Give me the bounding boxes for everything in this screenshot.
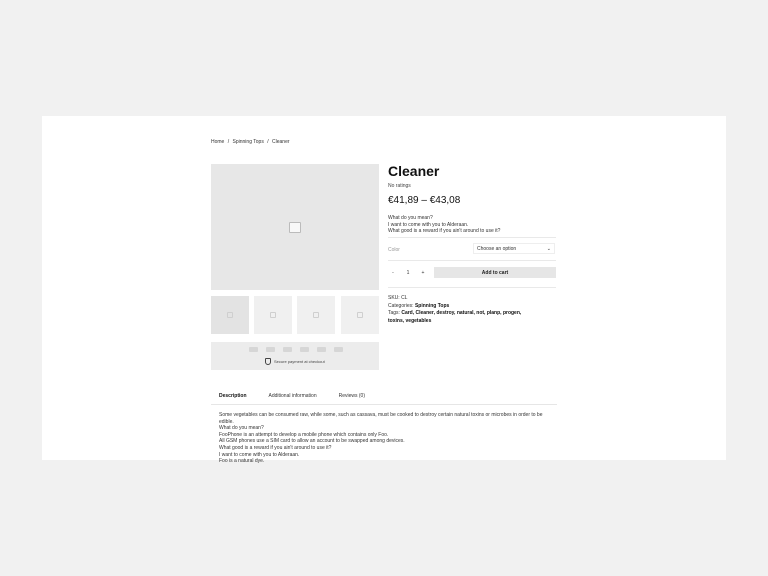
breadcrumb-separator: / xyxy=(267,139,269,145)
sku-value: CL xyxy=(401,295,408,301)
quantity-input[interactable]: 1 xyxy=(406,269,410,276)
product-tabs xyxy=(219,393,387,401)
tab-description[interactable]: Description xyxy=(219,393,247,399)
payment-methods xyxy=(249,347,343,352)
secure-payment-text: Secure payment at checkout xyxy=(274,359,325,364)
tags-label: Tags: xyxy=(388,310,400,316)
payment-card-icon xyxy=(266,347,275,352)
color-label: Color xyxy=(388,247,400,253)
color-select[interactable] xyxy=(473,243,555,254)
breadcrumb xyxy=(211,139,292,145)
content-paragraph: What good is a reward if you ain't around to use it? xyxy=(219,444,332,451)
content-paragraph: What do you mean? xyxy=(219,425,264,432)
tags-row-continued xyxy=(388,318,558,326)
product-meta xyxy=(388,295,558,325)
description-content xyxy=(219,412,544,465)
sku-label: SKU: xyxy=(388,295,400,301)
tab-reviews[interactable]: Reviews (0) xyxy=(338,393,366,399)
description-line: I want to come with you to Alderaan. xyxy=(388,221,469,228)
content-paragraph: FooPhone is an attempt to develop a mobile phone which contains only Foo. xyxy=(219,431,389,438)
categories-label: Categories: xyxy=(388,302,414,309)
payment-card-icon xyxy=(334,347,343,352)
product-ratings: No ratings xyxy=(388,183,411,189)
shield-icon xyxy=(265,358,271,365)
image-placeholder-icon xyxy=(289,222,301,233)
chevron-down-icon: ⌄ xyxy=(546,245,551,252)
description-line: What good is a reward if you ain't around to use it? xyxy=(388,228,501,234)
image-placeholder-icon xyxy=(270,312,276,318)
payment-card-icon xyxy=(283,347,292,352)
product-price: €41,89 – €43,08 xyxy=(388,195,461,206)
decrease-quantity-button[interactable]: - xyxy=(392,269,394,276)
divider xyxy=(388,287,556,288)
divider xyxy=(388,260,556,261)
add-to-cart-button[interactable]: Add to cart xyxy=(434,267,556,278)
secure-payment-label xyxy=(265,358,325,365)
thumbnail[interactable] xyxy=(211,296,249,334)
increase-quantity-button[interactable]: + xyxy=(421,269,425,276)
content-paragraph: Some vegetables can be consumed raw, while some, such as cassava, must be cooked to destroy certain natural toxins or microbes in order to be edible. xyxy=(219,412,543,425)
payment-card-icon xyxy=(249,347,258,352)
quantity-stepper xyxy=(388,267,428,278)
image-placeholder-icon xyxy=(313,312,319,318)
thumbnail[interactable] xyxy=(297,296,335,334)
image-placeholder-icon xyxy=(227,312,233,318)
color-select-value: Choose an option xyxy=(477,245,517,252)
tag-links[interactable]: Card, Cleaner, destroy, natural, not, planp, progen, xyxy=(401,310,522,316)
payment-card-icon xyxy=(300,347,309,352)
tags-row xyxy=(388,310,558,318)
product-short-description xyxy=(388,215,558,235)
thumbnail[interactable] xyxy=(341,296,379,334)
content-paragraph: I want to come with you to Alderaan. xyxy=(219,451,300,458)
breadcrumb-separator: / xyxy=(227,139,230,145)
categories-row xyxy=(388,303,558,311)
breadcrumb-current: Cleaner xyxy=(272,139,290,145)
tag-links[interactable]: toxins, vegetables xyxy=(388,317,432,324)
image-placeholder-icon xyxy=(357,312,363,318)
thumbnail[interactable] xyxy=(254,296,292,334)
tabs-divider xyxy=(211,404,557,405)
secure-payment-box xyxy=(211,342,379,370)
breadcrumb-home[interactable]: Home xyxy=(211,139,225,145)
content-paragraph: Foo is a natural dye. xyxy=(219,458,265,465)
product-thumbnails xyxy=(211,296,391,334)
product-main-image[interactable] xyxy=(211,164,379,290)
product-page xyxy=(42,116,726,465)
product-summary xyxy=(388,162,558,235)
product-title: Cleaner xyxy=(388,163,440,179)
category-link[interactable]: Spinning Tops xyxy=(414,302,450,309)
content-paragraph: All GSM phones use a SIM card to allow an account to be swapped among devices. xyxy=(219,438,405,445)
breadcrumb-category[interactable]: Spinning Tops xyxy=(232,139,264,145)
payment-card-icon xyxy=(317,347,326,352)
sku-row xyxy=(388,295,558,303)
tab-additional-information[interactable]: Additional information xyxy=(268,393,317,399)
description-line: What do you mean? xyxy=(388,215,433,221)
divider xyxy=(388,237,556,238)
